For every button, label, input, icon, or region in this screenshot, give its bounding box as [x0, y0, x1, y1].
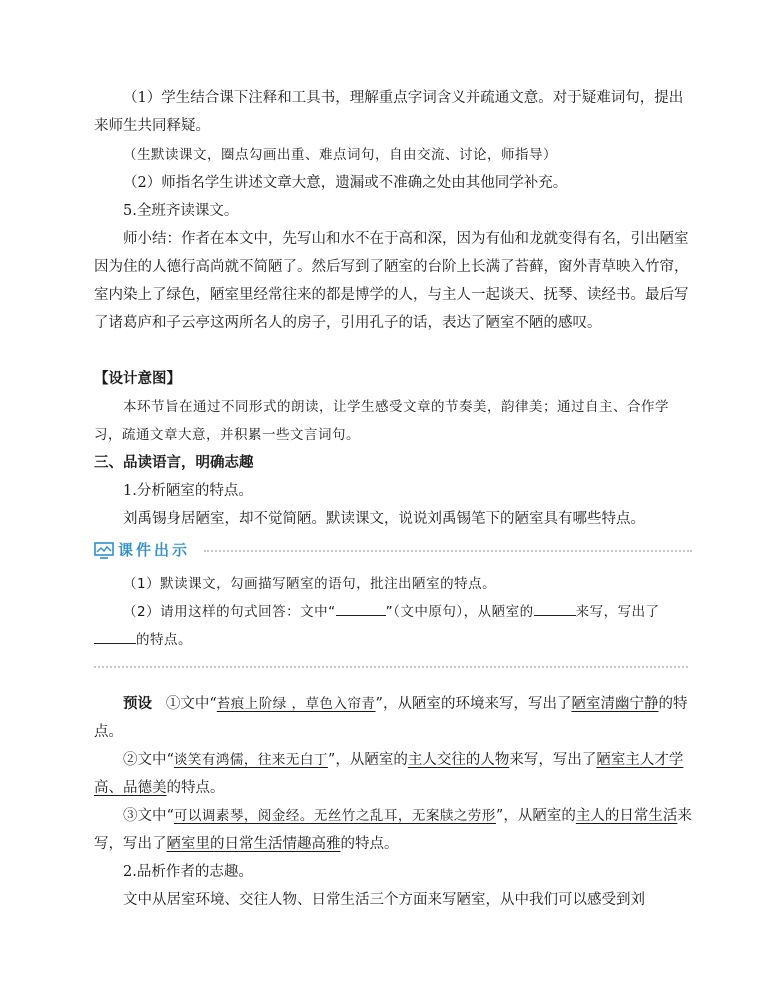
slideshow-icon — [94, 541, 114, 559]
courseware-title: 课件出示 — [118, 541, 191, 559]
underlined-answer: 陋室清幽宁静 — [571, 696, 659, 712]
question-text: 来写，写出了 — [575, 604, 660, 620]
underlined-answer: 主人的日常生活 — [575, 808, 678, 824]
question-text: （2）请用这样的句式回答：文中“ — [123, 604, 336, 620]
paragraph-summary-task: （2）师指名学生讲述文章大意，遗漏或不准确之处由其他同学补充。 — [123, 175, 568, 191]
underlined-answer: 主人交往的人物 — [407, 752, 510, 768]
answer-text: ”，从陋室的 — [327, 752, 408, 768]
answer-text: ③文中“ — [123, 808, 174, 824]
courseware-question-1: （1）默读课文，勾画描写陋室的语句，批注出陋室的特点。 — [123, 576, 497, 592]
dotted-divider — [94, 666, 688, 668]
underlined-answer: 陋室主人才学高、品德美 — [94, 752, 684, 796]
paragraph-teacher-summary: 师小结：作者在本文中，先写山和水不在于高和深，因为有仙和龙就变得有名，引出陋室因为住的人德行高尚就不简陋了。然后写到了陋室的台阶上长满了苔藓，窗外青草映入竹帘，室内染上了绿色，陋室里经常往来的都是博学的人，与主人一起谈天、抚琴、读经书。最后写了诸葛庐和子云亭这两所名人的房子，引用孔子的话，表达了陋室不陋的感叹。 — [94, 231, 689, 331]
answer-text: 的特点。 — [166, 780, 225, 796]
paragraph-study-notes: （1）学生结合课下注释和工具书，理解重点字词含义并疏通文意。对于疑难词句，提出来师生共同释疑。 — [94, 90, 684, 134]
quote-text: 可以调素琴，阅金经。无丝竹之乱耳，无案牍之劳形 — [173, 808, 496, 824]
answer-blank — [534, 599, 576, 616]
answer-blank — [94, 627, 136, 644]
question-text: ”（文中原句），从陋室的 — [385, 604, 534, 620]
quote-text: 谈笑有鸿儒，往来无白丁 — [173, 752, 328, 768]
quote-text: 苔痕上阶绿 ，草色入帘青 — [216, 696, 376, 712]
answer-blank — [336, 599, 386, 616]
design-intent-text: 本环节旨在通过不同形式的朗读，让学生感受文章的节奏美，韵律美；通过自主、合作学习，疏通文章大意，并积累一些文言词句。 — [94, 399, 669, 443]
courseware-question-2 — [94, 598, 694, 654]
courseware-header — [94, 538, 692, 562]
answer-text: ”，从陋室的环境来写，写出了 — [375, 696, 572, 712]
design-intent-heading: 【设计意图】 — [94, 370, 181, 387]
item-analyze-room: 1.分析陋室的特点。 — [123, 483, 253, 499]
preset-answer-3 — [94, 802, 694, 858]
step-read-aloud: 5.全班齐读课文。 — [123, 203, 239, 219]
item-author-interest-text: 文中从居室环境、交往人物、日常生活三个方面来写陋室，从中我们可以感受到刘 — [123, 892, 645, 908]
answer-text: 来写，写出了 — [94, 808, 692, 852]
answer-text: ②文中“ — [123, 752, 174, 768]
answer-text: ”，从陋室的 — [495, 808, 576, 824]
preset-label: 预设 — [123, 695, 152, 712]
section-heading: 三、品读语言，明确志趣 — [94, 454, 254, 471]
paragraph-silent-reading: （生默读课文，圈点勾画出重、难点词句，自由交流、讨论，师指导） — [123, 147, 557, 163]
item-author-interest: 2.品析作者的志趣。 — [123, 864, 253, 880]
question-text: 的特点。 — [136, 632, 192, 648]
item-analyze-room-text: 刘禹锡身居陋室，却不觉简陋。默读课文，说说刘禹锡笔下的陋室具有哪些特点。 — [123, 511, 645, 527]
answer-text: 来写，写出了 — [509, 752, 597, 768]
preset-answer-1 — [94, 690, 694, 746]
answer-text: 的特点。 — [94, 696, 688, 740]
dotted-divider — [204, 550, 692, 552]
answer-text: ①文中“ — [165, 696, 217, 712]
underlined-answer: 陋室里的日常生活情趣高雅 — [166, 836, 341, 852]
preset-answer-2 — [94, 746, 694, 802]
answer-text: 的特点。 — [340, 836, 399, 852]
